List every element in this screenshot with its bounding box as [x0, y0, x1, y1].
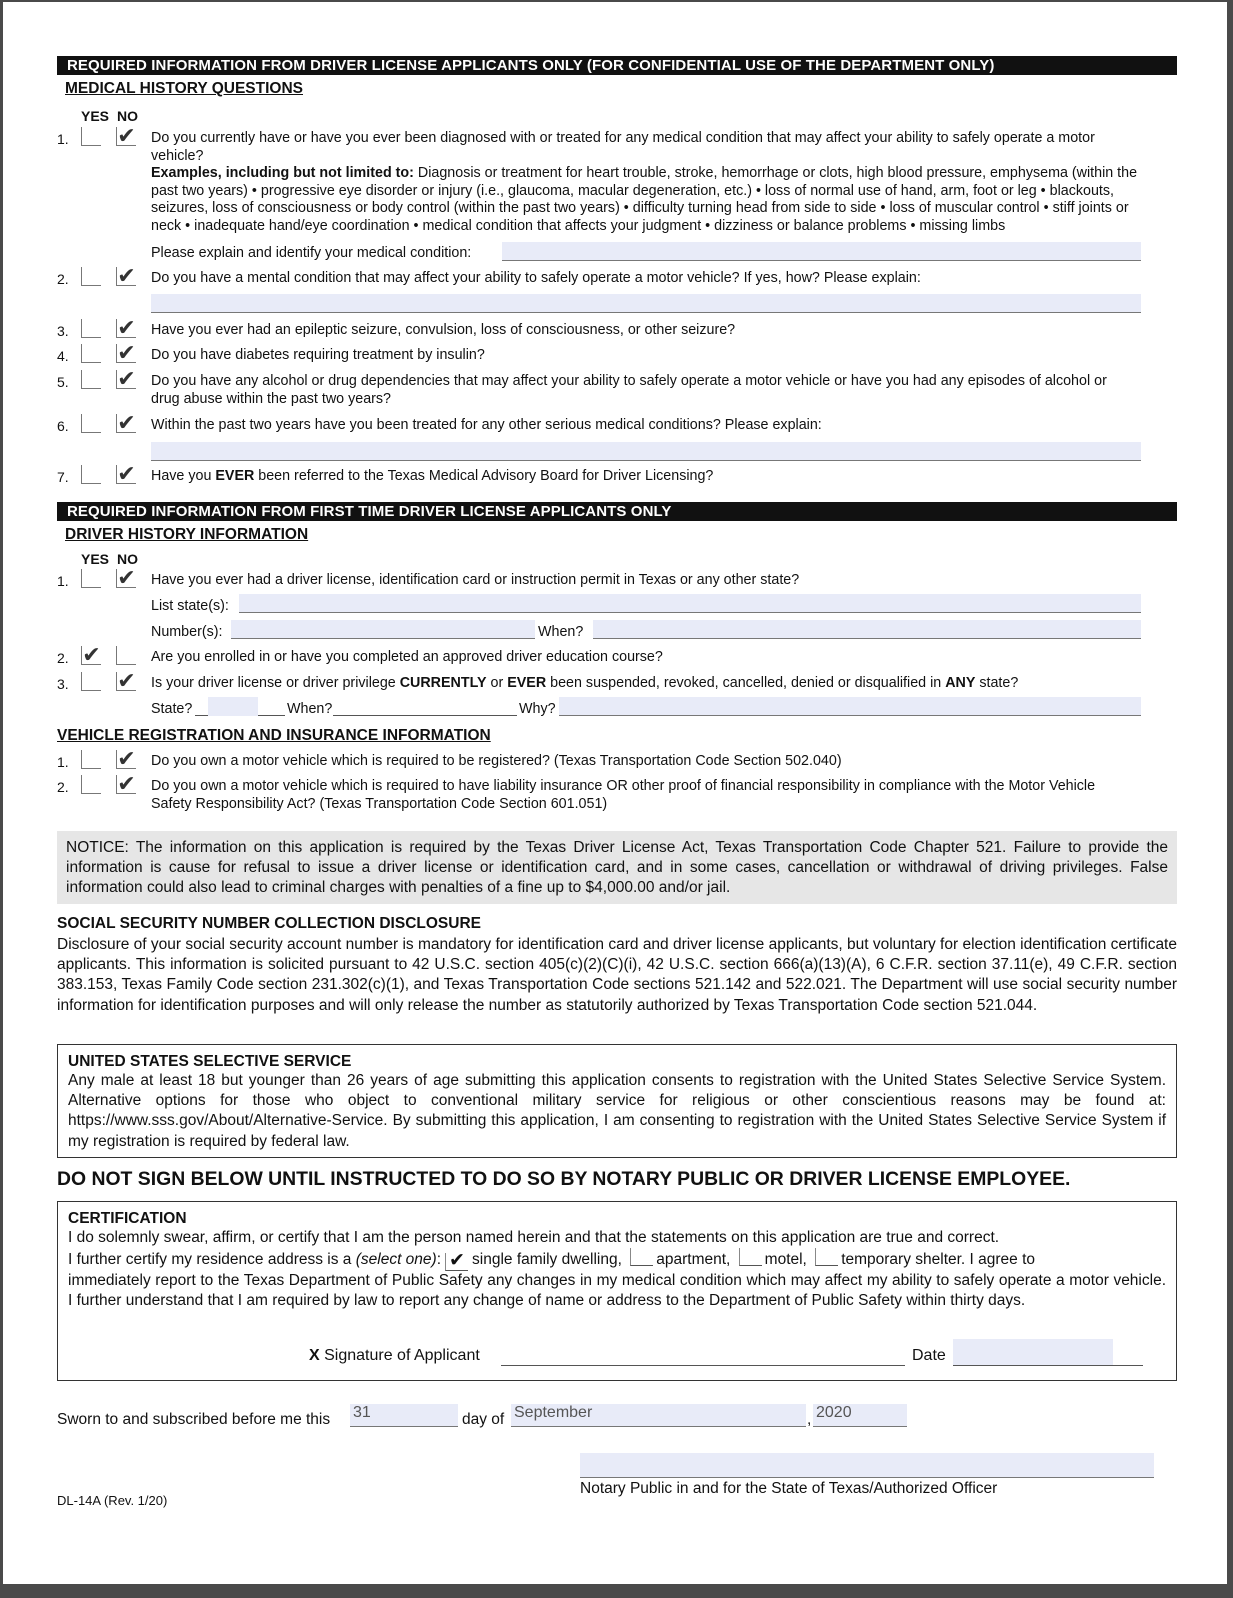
question-number: 1. — [57, 754, 69, 770]
history-q1-yes-checkbox[interactable] — [81, 569, 101, 588]
single-family-checkbox[interactable] — [445, 1250, 468, 1272]
sworn-month-input[interactable]: September — [511, 1404, 806, 1427]
medical-q1-no-checkbox[interactable] — [116, 123, 136, 148]
apartment-checkbox[interactable] — [630, 1248, 653, 1266]
numbers-label: Number(s): — [151, 624, 223, 640]
certification-line1: I do solemnly swear, affirm, or certify that I am the person named herein and that the statements on this application are true and correct. — [68, 1229, 1000, 1246]
ssn-title: SOCIAL SECURITY NUMBER COLLECTION DISCLOSURE — [57, 915, 481, 932]
medical-q4-no-checkbox[interactable] — [116, 340, 136, 365]
checkmark-icon: ✔ — [449, 1250, 465, 1272]
notary-label: Notary Public in and for the State of Texas/Authorized Officer — [580, 1480, 998, 1497]
medical-q3-text: Have you ever had an epileptic seizure, convulsion, loss of consciousness, or other seizure? — [151, 322, 736, 338]
sworn-comma: , — [807, 1411, 812, 1428]
question-number: 2. — [57, 779, 69, 795]
form-number: DL-14A (Rev. 1/20) — [57, 1493, 168, 1508]
motel-checkbox[interactable] — [739, 1248, 762, 1266]
question-number: 4. — [57, 348, 69, 364]
driver-history-heading: DRIVER HISTORY INFORMATION — [65, 526, 309, 543]
question-number: 7. — [57, 469, 69, 485]
states-label: List state(s): — [151, 598, 229, 614]
medical-q3-no-checkbox[interactable] — [116, 315, 136, 340]
q7-text-a: Have you — [151, 468, 216, 484]
section-bar-medical: REQUIRED INFORMATION FROM DRIVER LICENSE APPLICANTS ONLY (FOR CONFIDENTIAL USE OF THE DEPARTMENT ONLY) — [57, 56, 1177, 75]
checkmark-icon: ✔ — [117, 410, 136, 435]
vehicle-q2-no-checkbox[interactable] — [116, 771, 136, 796]
section-bar-first-time: REQUIRED INFORMATION FROM FIRST TIME DRIVER LICENSE APPLICANTS ONLY — [57, 502, 1177, 521]
medical-q1-text: Do you currently have or have you ever been diagnosed with or treated for any medical condition that may affect your ability to safely operate a motor vehicle? — [151, 130, 1095, 164]
no-header: NO — [117, 551, 138, 567]
medical-q6-no-checkbox[interactable] — [116, 410, 136, 435]
medical-q2-no-checkbox[interactable] — [116, 263, 136, 288]
sworn-day-input[interactable]: 31 — [350, 1404, 458, 1427]
opt-temporary-shelter: temporary shelter. I agree to — [841, 1251, 1036, 1269]
history-q2-no-checkbox[interactable] — [116, 646, 136, 665]
checkmark-icon: ✔ — [117, 366, 136, 391]
q3-text-c: or — [486, 675, 508, 691]
medical-q6-yes-checkbox[interactable] — [81, 414, 101, 433]
medical-q7-yes-checkbox[interactable] — [81, 465, 101, 484]
q7-text-ever: EVER — [215, 468, 255, 484]
history-q3-no-checkbox[interactable] — [116, 668, 136, 693]
medical-q4-yes-checkbox[interactable] — [81, 344, 101, 363]
sworn-year-input[interactable]: 2020 — [813, 1404, 907, 1427]
medical-q1-yes-checkbox[interactable] — [81, 127, 101, 146]
history-q2-yes-checkbox[interactable] — [81, 642, 101, 667]
temporary-shelter-checkbox[interactable] — [815, 1248, 838, 1266]
q3-text-currently: CURRENTLY — [399, 675, 487, 691]
q3-text-g: state? — [975, 675, 1019, 691]
ssn-text: Disclosure of your social security account number is mandatory for identification card and driver license applicants, but voluntary for election identification certificate applicants. This information is solicited pursuant to 42 U.S.C. section 405(c)(2)(C)(i), 42 U.S.C. section 666(a)(13)(A), 6 C.F.R. section 37.11(e), 49 C.F.R. section 383.153, Texas Family Code section 231.302(c)(1), and Texas Transportation Code sections 521.142 and 522.021. The Department will use social security number information for identification purposes and will only release the number as statutorily authorized by Texas Transportation Code section 521.044. — [57, 936, 1177, 1014]
examples-text: Diagnosis or treatment for heart trouble, stroke, hemorrhage or clots, high blood pressure, emphysema (within the past two years) • progressive eye disorder or injury (i.e., glaucoma, macular degeneration, etc.) • loss of normal use of hand, arm, foot or leg • blackouts, seizures, loss of consciousness or body control (within the past two years) • difficulty turning head from side to side • loss of muscular control • stiff joints or neck • inadequate hand/eye coordination • medical condition that affects your judgment • dizziness or balance problems • missing limbs — [151, 165, 1138, 234]
vehicle-q1-text: Do you own a motor vehicle which is required to be registered? (Texas Transportation Code Section 502.040) — [151, 753, 842, 769]
medical-q5-yes-checkbox[interactable] — [81, 370, 101, 389]
question-number: 6. — [57, 418, 69, 434]
numbers-input[interactable] — [231, 620, 535, 639]
q3-text-a: Is your driver license or driver privilege — [151, 675, 400, 691]
question-number: 2. — [57, 271, 69, 287]
yes-header: YES — [81, 108, 110, 124]
cert-colon: : — [436, 1251, 442, 1269]
opt-apartment: apartment, — [656, 1251, 731, 1269]
history-q1-text: Have you ever had a driver license, identification card or instruction permit in Texas or any other state? — [151, 572, 800, 588]
select-one-text: (select one) — [355, 1251, 437, 1269]
other-conditions-input[interactable] — [151, 442, 1141, 461]
do-not-sign-warning: DO NOT SIGN BELOW UNTIL INSTRUCTED TO DO SO BY NOTARY PUBLIC OR DRIVER LICENSE EMPLOYEE. — [57, 1168, 1071, 1190]
explain-label: Please explain and identify your medical condition: — [151, 245, 472, 261]
q3-text-e: been suspended, revoked, cancelled, denied or disqualified in — [546, 675, 946, 691]
checkmark-icon: ✔ — [117, 123, 136, 148]
medical-q1-examples — [151, 165, 1143, 235]
history-q3-text — [151, 675, 1018, 693]
checkmark-icon: ✔ — [117, 771, 136, 796]
certification-line3: immediately report to the Texas Department of Public Safety any changes in my medical condition which may affect my ability to safely operate a motor vehicle. I further understand that I am required by law to report any change of name or address to the Department of Public Safety within thirty days. — [68, 1272, 1166, 1310]
selective-service-text: Any male at least 18 but younger than 26 years of age submitting this application consents to registration with the United States Selective Service System. Alternative options for those who object to conventional military service for religious or other conscientious reasons may be found at: https://www.sss.gov/About/Alternative-Service. By submitting this application, I am consenting to registration with the United States Selective Service System if my registration is required by federal law. — [68, 1072, 1166, 1150]
vehicle-q1-yes-checkbox[interactable] — [81, 750, 101, 769]
question-number: 5. — [57, 374, 69, 390]
signature-line[interactable] — [501, 1364, 905, 1366]
examples-label: Examples, including but not limited to: — [151, 165, 414, 181]
question-number: 3. — [57, 676, 69, 692]
question-number: 2. — [57, 650, 69, 666]
checkmark-icon: ✔ — [117, 565, 136, 590]
checkmark-icon: ✔ — [117, 340, 136, 365]
date-underline — [953, 1364, 1143, 1366]
medical-q7-text — [151, 468, 713, 486]
medical-history-heading: MEDICAL HISTORY QUESTIONS — [65, 80, 303, 97]
checkmark-icon: ✔ — [117, 263, 136, 288]
signature-label — [309, 1347, 480, 1365]
when-input[interactable] — [593, 620, 1141, 639]
opt-single-family: single family dwelling, — [472, 1251, 622, 1269]
medical-q7-no-checkbox[interactable] — [116, 461, 136, 486]
no-header: NO — [117, 108, 138, 124]
why-input[interactable] — [559, 697, 1141, 716]
checkmark-icon: ✔ — [117, 461, 136, 486]
cert-line2a: I further certify my residence address is a — [68, 1251, 356, 1269]
mental-condition-input[interactable] — [151, 294, 1141, 313]
q3-text-any: ANY — [945, 675, 976, 691]
notary-signature-input[interactable] — [580, 1453, 1154, 1478]
certification-title: CERTIFICATION — [68, 1210, 187, 1227]
medical-condition-input[interactable] — [502, 242, 1141, 261]
selective-service-box — [57, 1044, 1177, 1158]
sworn-label: Sworn to and subscribed before me this — [57, 1411, 331, 1428]
question-number: 1. — [57, 573, 69, 589]
medical-q2-text: Do you have a mental condition that may affect your ability to safely operate a motor vehicle? If yes, how? Please explain: — [151, 270, 921, 286]
question-number: 1. — [57, 131, 69, 147]
yes-header: YES — [81, 551, 110, 567]
checkmark-icon: ✔ — [117, 746, 136, 771]
when-label: When? — [287, 701, 333, 717]
medical-q5-text: Do you have any alcohol or drug dependencies that may affect your ability to safely operate a motor vehicle or have you had any episodes of alcohol or drug abuse within the past two years? — [151, 373, 1107, 407]
checkmark-icon: ✔ — [117, 668, 136, 693]
q7-text-c: been referred to the Texas Medical Advisory Board for Driver Licensing? — [254, 468, 714, 484]
q3-text-ever: EVER — [507, 675, 547, 691]
medical-q5-no-checkbox[interactable] — [116, 366, 136, 391]
notice-box: NOTICE: The information on this application is required by the Texas Driver License Act, Texas Transportation Code Chapter 521. Failure to provide the information is cause for refusal to issue a driver license or identification card, and in some cases, cancellation or withdrawal of driving privileges. False information could also lead to criminal charges with penalties of a fine up to $4,000.00 and/or jail. — [57, 831, 1177, 904]
medical-q6-text: Within the past two years have you been treated for any other serious medical conditions? Please explain: — [151, 417, 822, 433]
medical-q2-yes-checkbox[interactable] — [81, 267, 101, 286]
sig-x: X — [309, 1347, 320, 1364]
question-number: 3. — [57, 323, 69, 339]
opt-motel: motel, — [764, 1251, 807, 1269]
certification-line2 — [68, 1248, 1166, 1271]
checkmark-icon: ✔ — [117, 315, 136, 340]
medical-q4-text: Do you have diabetes requiring treatment by insulin? — [151, 347, 485, 363]
date-label: Date — [912, 1347, 946, 1364]
history-q1-no-checkbox[interactable] — [116, 565, 136, 590]
date-input[interactable] — [953, 1339, 1113, 1365]
history-q3-yes-checkbox[interactable] — [81, 672, 101, 691]
sig-label-text: Signature of Applicant — [319, 1347, 480, 1364]
vehicle-registration-heading: VEHICLE REGISTRATION AND INSURANCE INFORMATION — [57, 727, 491, 744]
checkmark-icon: ✔ — [82, 642, 101, 667]
vehicle-q2-text: Do you own a motor vehicle which is required to have liability insurance OR other proof of financial responsibility in compliance with the Motor Vehicle Safety Responsibility Act? (Texas Transportation Code Section 601.051) — [151, 778, 1096, 812]
when-underline — [333, 714, 517, 716]
states-input[interactable] — [239, 594, 1141, 613]
state-label: State? — [151, 701, 193, 717]
selective-service-title: UNITED STATES SELECTIVE SERVICE — [68, 1053, 352, 1070]
vehicle-q2-yes-checkbox[interactable] — [81, 775, 101, 794]
medical-q3-yes-checkbox[interactable] — [81, 319, 101, 338]
day-of-label: day of — [462, 1411, 505, 1428]
vehicle-q1-no-checkbox[interactable] — [116, 746, 136, 771]
why-label: Why? — [519, 701, 556, 717]
form-page — [3, 2, 1227, 1584]
when-label: When? — [538, 624, 584, 640]
history-q2-text: Are you enrolled in or have you completed an approved driver education course? — [151, 649, 663, 665]
state-input[interactable] — [208, 697, 258, 716]
